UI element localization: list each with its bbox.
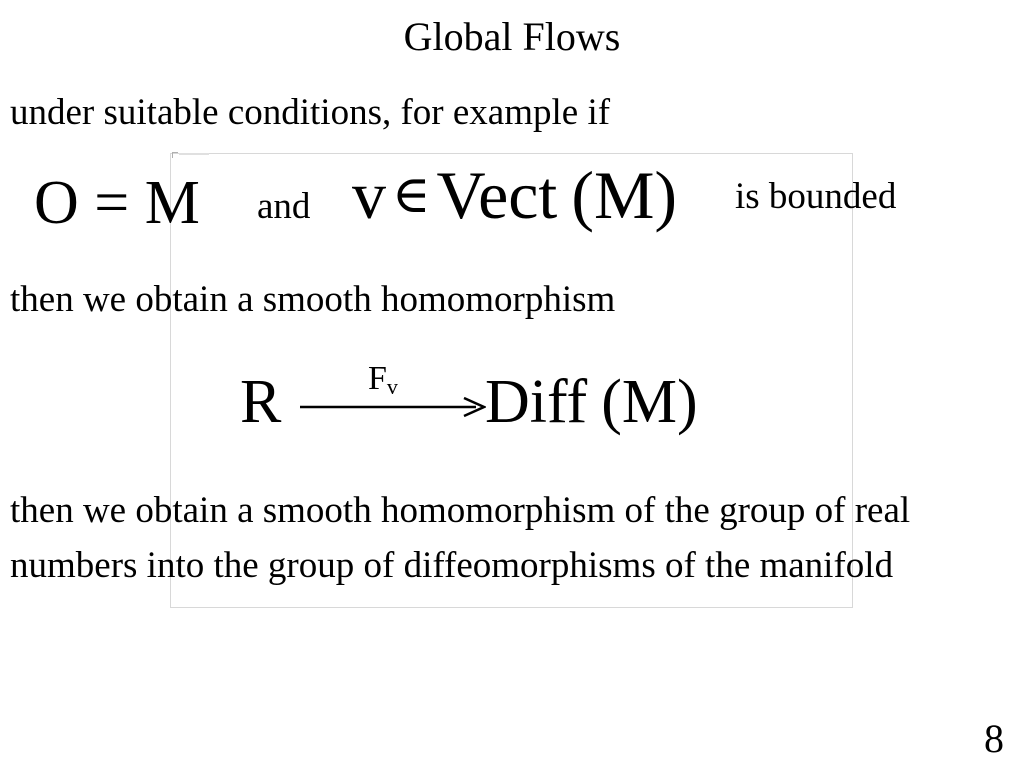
is-bounded-text: is bounded: [735, 176, 897, 217]
then-line: then we obtain a smooth homomorphism: [10, 279, 616, 320]
intro-text: under suitable conditions, for example if: [10, 92, 611, 133]
diff-argument: (M): [601, 368, 698, 436]
map-label-subscript-v: v: [386, 374, 398, 399]
and-word: and: [257, 186, 311, 227]
slide-title: Global Flows: [403, 14, 621, 59]
map-domain-r: R: [240, 368, 282, 436]
map-codomain-diff-m: [485, 368, 698, 436]
equation-v-symbol: v: [352, 157, 386, 233]
element-of-symbol: ∈: [392, 167, 431, 224]
embedded-object-caption-mark: [179, 153, 209, 155]
vect-argument: (M): [571, 157, 678, 233]
embedded-object-corner-mark: [172, 152, 178, 158]
map-label-fv: [368, 362, 398, 404]
equation-o-equals-m: O = M: [34, 169, 200, 237]
equation-v-in-vect-m: [352, 157, 678, 233]
vect-symbol: Vect: [436, 157, 558, 233]
map-label-f: F: [368, 360, 387, 397]
diff-symbol: Diff: [485, 368, 588, 436]
explanation-paragraph: then we obtain a smooth homomorphism of the group of real numbers into the group of diffeomorphisms of the manifold: [10, 490, 911, 586]
page-number: 8: [984, 716, 1004, 761]
